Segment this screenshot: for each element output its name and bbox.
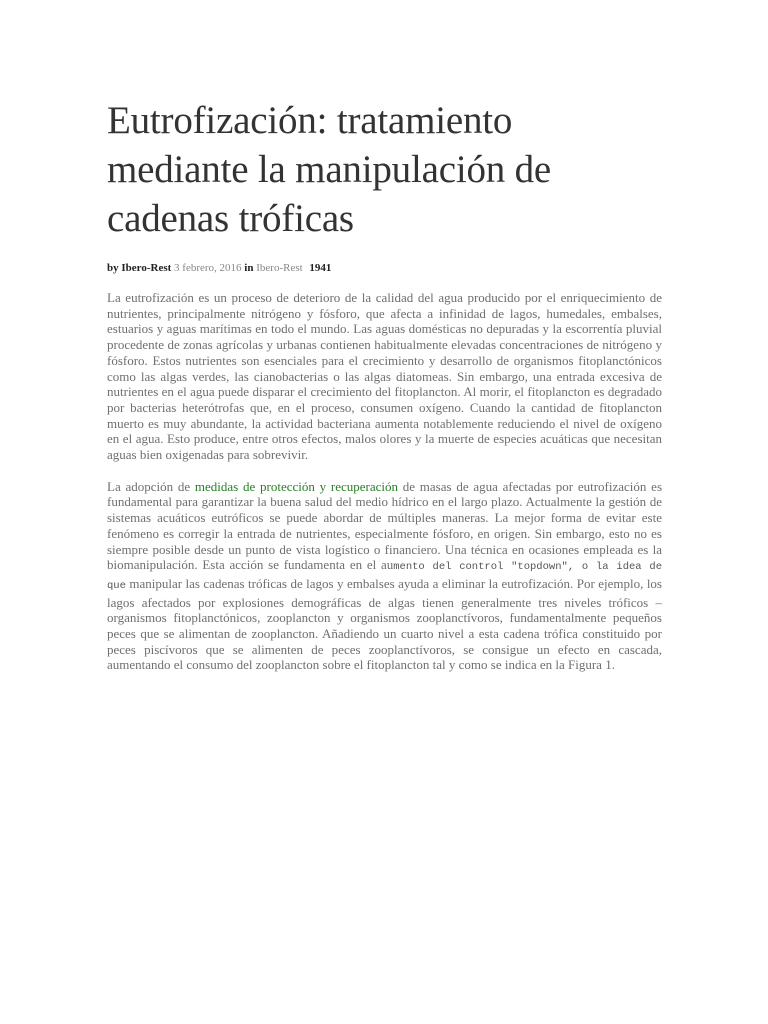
paragraph2-after-mono: manipular las cadenas tróficas de lagos y embalses ayuda a eliminar la eutrofización. Por ejemplo, los lagos afectados por explosiones demográficas de algas tienen generalmente tres niveles tróficos – organismos fitoplanctónicos, zooplancton y organismos zooplanctívoros, fundamentalmente pequeños peces que se alimentan de zooplancton. Añadiendo un cuarto nivel a esta cadena trófica constituido por peces piscívoros que se alimenten de peces zooplanctívoros, se consigue un efecto en cascada, aumentando el consumo del zooplancton sobre el fitoplancton tal y como se indica en la Figura 1. [107,575,662,673]
paragraph-biomanipulation [107,479,662,673]
protection-measures-link[interactable]: medidas de protección y recuperación [194,478,399,494]
category-link[interactable]: Ibero-Rest [256,262,303,274]
paragraph2-mono-text: mento del control "topdown", o la idea de que [107,561,662,592]
paragraph2-after-link: de masas de agua afectadas por eutrofización es fundamental para garantizar la buena salud del medio hídrico en el largo plazo. Actualmente la gestión de sistemas acuáticos eutróficos se puede abordar de múltiples maneras. La mejor forma de evitar este fenómeno es corregir la entrada de nutrientes, especialmente fósforo, en origen. Sin embargo, esto no es siempre posible desde un punto de vista logístico o financiero. Una técnica en ocasiones empleada es la biomanipulación. Esta acción se fundamenta en el au [107,478,662,573]
article-title: Eutrofización: tratamiento mediante la manipulación de cadenas tróficas [107,99,552,240]
author-link[interactable]: Ibero-Rest [121,262,172,274]
paragraph-intro: La eutrofización es un proceso de deterioro de la calidad del agua producido por el enriquecimiento de nutrientes, principalmente nitrógeno y fósforo, que afecta a infinidad de lagos, humedales, embalses, estuarios y aguas marítimas en todo el mundo. Las aguas domésticas no depuradas y la escorrentía pluvial procedente de zonas agrícolas y urbanas contienen habitualmente elevadas concentraciones de nitrógeno y fósforo. Estos nutrientes son esenciales para el crecimiento y desarrollo de organismos fitoplanctónicos como las algas verdes, las cianobacterias o las algas diatomeas. Sin embargo, una entrada excesiva de nutrientes en el agua puede disparar el crecimiento del fitoplancton. Al morir, el fitoplancton es degradado por bacterias heterótrofas que, en el proceso, consumen oxígeno. Cuando la cantidad de fitoplancton muerto es muy abundante, la actividad bacteriana aumenta notablemente reduciendo el nivel de oxígeno en el agua. Esto produce, entre otros efectos, malos olores y la muerte de especies acuáticas que necesitan aguas bien oxigenadas para sobrevivir. [107,290,662,463]
paragraph2-before-link: La adopción de [107,478,195,494]
in-label: in [244,262,254,274]
by-label: by [107,262,119,274]
view-count: 1941 [309,262,332,274]
article [107,96,662,673]
article-meta [107,261,662,275]
post-date: 3 febrero, 2016 [174,262,242,274]
